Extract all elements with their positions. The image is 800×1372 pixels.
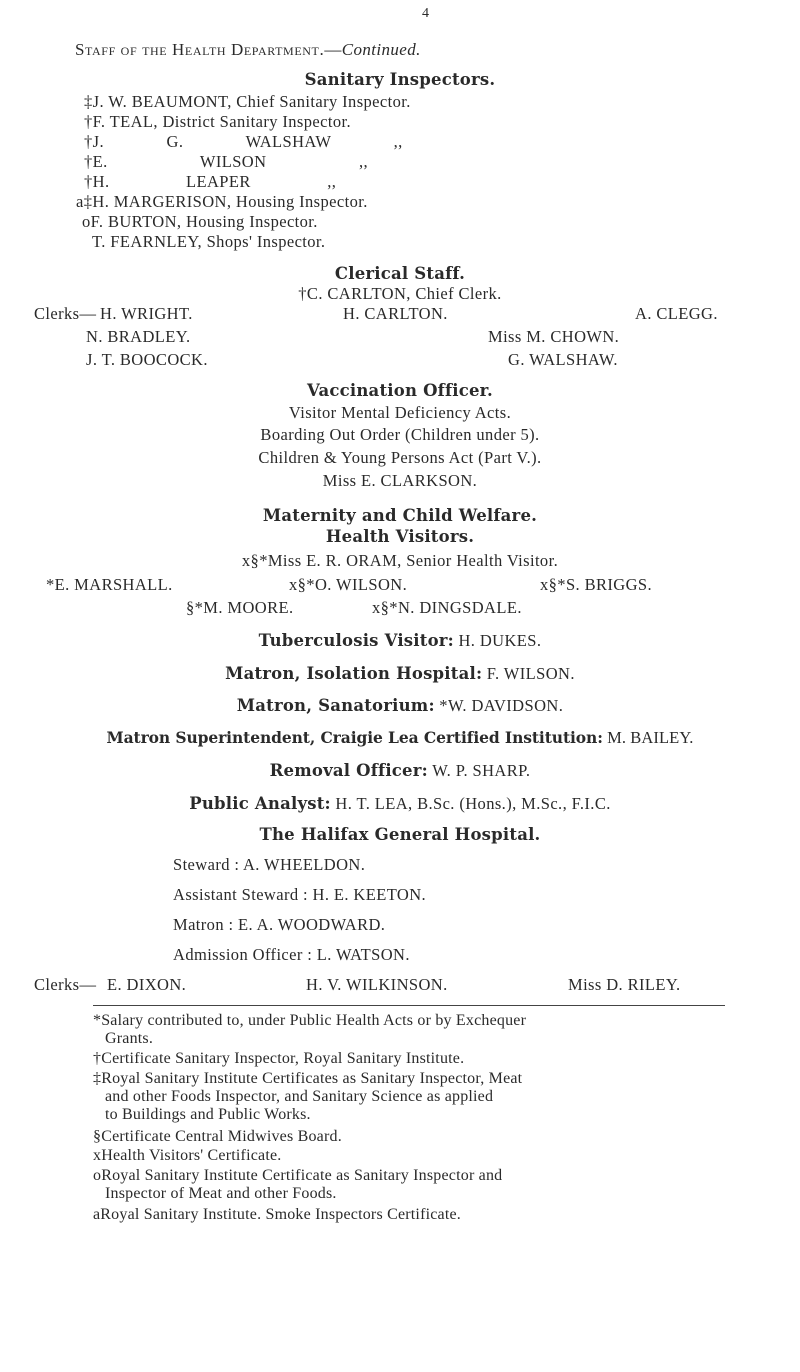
appointment-line (0, 794, 800, 814)
running-head-continued: Continued. (341, 40, 421, 59)
footnote-line: aRoyal Sanitary Institute. Smoke Inspectors Certificate. (93, 1206, 461, 1223)
running-head-dash: — (324, 40, 342, 59)
clerk-name: G. WALSHAW. (508, 350, 618, 369)
appointment-label: Public Analyst: (189, 794, 331, 813)
appointment-label: Matron Superintendent, Craigie Lea Certified Institution: (106, 728, 603, 747)
maternity-heading: Maternity and Child Welfare. (262, 506, 538, 525)
appointment-line (0, 696, 800, 716)
sanitary-inspector-line: oF. BURTON, Housing Inspector. (82, 212, 318, 231)
appointment-label: Matron, Sanatorium: (236, 696, 435, 715)
appointment-value: H. T. LEA, B.Sc. (Hons.), M.Sc., F.I.C. (335, 794, 611, 813)
clerk-name: Miss M. CHOWN. (488, 327, 620, 346)
footnote-line: Grants. (105, 1030, 154, 1047)
hospital-clerk: H. V. WILKINSON. (306, 975, 448, 994)
appointment-line (0, 761, 800, 781)
vaccination-line: Miss E. CLARKSON. (322, 471, 478, 490)
footnote (93, 1206, 733, 1224)
health-visitor: x§*S. BRIGGS. (540, 575, 653, 594)
health-visitor: x§*N. DINGSDALE. (372, 598, 522, 617)
health-visitor: *E. MARSHALL. (46, 575, 173, 594)
running-head (75, 40, 421, 60)
sanitary-inspector-line: †J. G. WALSHAW ,, (84, 132, 403, 151)
page-number: 4 (422, 6, 430, 21)
appointment-value: H. DUKES. (458, 631, 542, 650)
footnote-line: †Certificate Sanitary Inspector, Royal Sanitary Institute. (93, 1050, 465, 1067)
hospital-heading: The Halifax General Hospital. (259, 825, 541, 844)
footnote-line: Inspector of Meat and other Foods. (105, 1185, 337, 1202)
footnote (93, 1147, 733, 1165)
footnote-line: to Buildings and Public Works. (105, 1106, 311, 1123)
footnote-line: §Certificate Central Midwives Board. (93, 1128, 342, 1145)
clerk-name: A. CLEGG. (635, 304, 718, 323)
footnote (93, 1070, 733, 1124)
clerk-name: H. WRIGHT. (100, 304, 193, 323)
appointment-line (0, 631, 800, 651)
hospital-clerk: E. DIXON. (107, 975, 187, 994)
vaccination-line: Children & Young Persons Act (Part V.). (258, 448, 542, 467)
sanitary-inspector-line: a‡H. MARGERISON, Housing Inspector. (76, 192, 368, 211)
footnote-line: ‡Royal Sanitary Institute Certificates as Sanitary Inspector, Meat (93, 1070, 523, 1087)
hospital-line: Assistant Steward : H. E. KEETON. (173, 885, 427, 904)
health-visitors-heading: Health Visitors. (325, 527, 475, 546)
senior-health-visitor: x§*Miss E. R. ORAM, Senior Health Visitor. (241, 551, 559, 570)
footnote-line: *Salary contributed to, under Public Health Acts or by Exchequer (93, 1012, 527, 1029)
footnote (93, 1167, 733, 1203)
footnote (93, 1012, 733, 1048)
clerk-name: N. BRADLEY. (86, 327, 191, 346)
appointment-line (0, 728, 800, 748)
chief-clerk: †C. CARLTON, Chief Clerk. (298, 284, 502, 303)
clerk-name: J. T. BOOCOCK. (86, 350, 208, 369)
hospital-clerk: Miss D. RILEY. (568, 975, 681, 994)
footnote-rule (93, 1005, 725, 1006)
sanitary-inspector-line: ‡J. W. BEAUMONT, Chief Sanitary Inspector. (84, 92, 411, 111)
clerks-label: Clerks— (34, 304, 97, 323)
footnote-line: oRoyal Sanitary Institute Certificate as Sanitary Inspector and (93, 1167, 503, 1184)
appointment-label: Matron, Isolation Hospital: (225, 664, 483, 683)
clerk-name: H. CARLTON. (343, 304, 448, 323)
vaccination-heading: Vaccination Officer. (307, 381, 493, 400)
hospital-line: Matron : E. A. WOODWARD. (173, 915, 386, 934)
sanitary-inspectors-heading: Sanitary Inspectors. (304, 70, 496, 89)
vaccination-line: Visitor Mental Deficiency Acts. (288, 403, 512, 422)
health-visitor: x§*O. WILSON. (289, 575, 408, 594)
footnote-line: and other Foods Inspector, and Sanitary Science as applied (105, 1088, 494, 1105)
clerical-staff-heading: Clerical Staff. (334, 264, 466, 283)
hospital-line: Admission Officer : L. WATSON. (173, 945, 410, 964)
appointment-label: Tuberculosis Visitor: (258, 631, 454, 650)
appointment-line (0, 664, 800, 684)
hospital-clerks-label: Clerks— (34, 975, 97, 994)
appointment-label: Removal Officer: (269, 761, 428, 780)
running-head-title: Staff of the Health Department. (75, 40, 325, 59)
footnote-line: xHealth Visitors' Certificate. (93, 1147, 282, 1164)
health-visitor: §*M. MOORE. (186, 598, 294, 617)
appointment-value: M. BAILEY. (607, 728, 694, 747)
sanitary-inspector-line: †H. LEAPER ,, (84, 172, 337, 191)
vaccination-line: Boarding Out Order (Children under 5). (260, 425, 540, 444)
sanitary-inspector-line: T. FEARNLEY, Shops' Inspector. (92, 232, 326, 251)
sanitary-inspector-line: †E. WILSON ,, (84, 152, 369, 171)
hospital-line: Steward : A. WHEELDON. (173, 855, 366, 874)
footnote (93, 1128, 733, 1146)
appointment-value: F. WILSON. (486, 664, 575, 683)
sanitary-inspector-line: †F. TEAL, District Sanitary Inspector. (84, 112, 351, 131)
footnote (93, 1050, 733, 1068)
appointment-value: *W. DAVIDSON. (439, 696, 564, 715)
appointment-value: W. P. SHARP. (432, 761, 531, 780)
